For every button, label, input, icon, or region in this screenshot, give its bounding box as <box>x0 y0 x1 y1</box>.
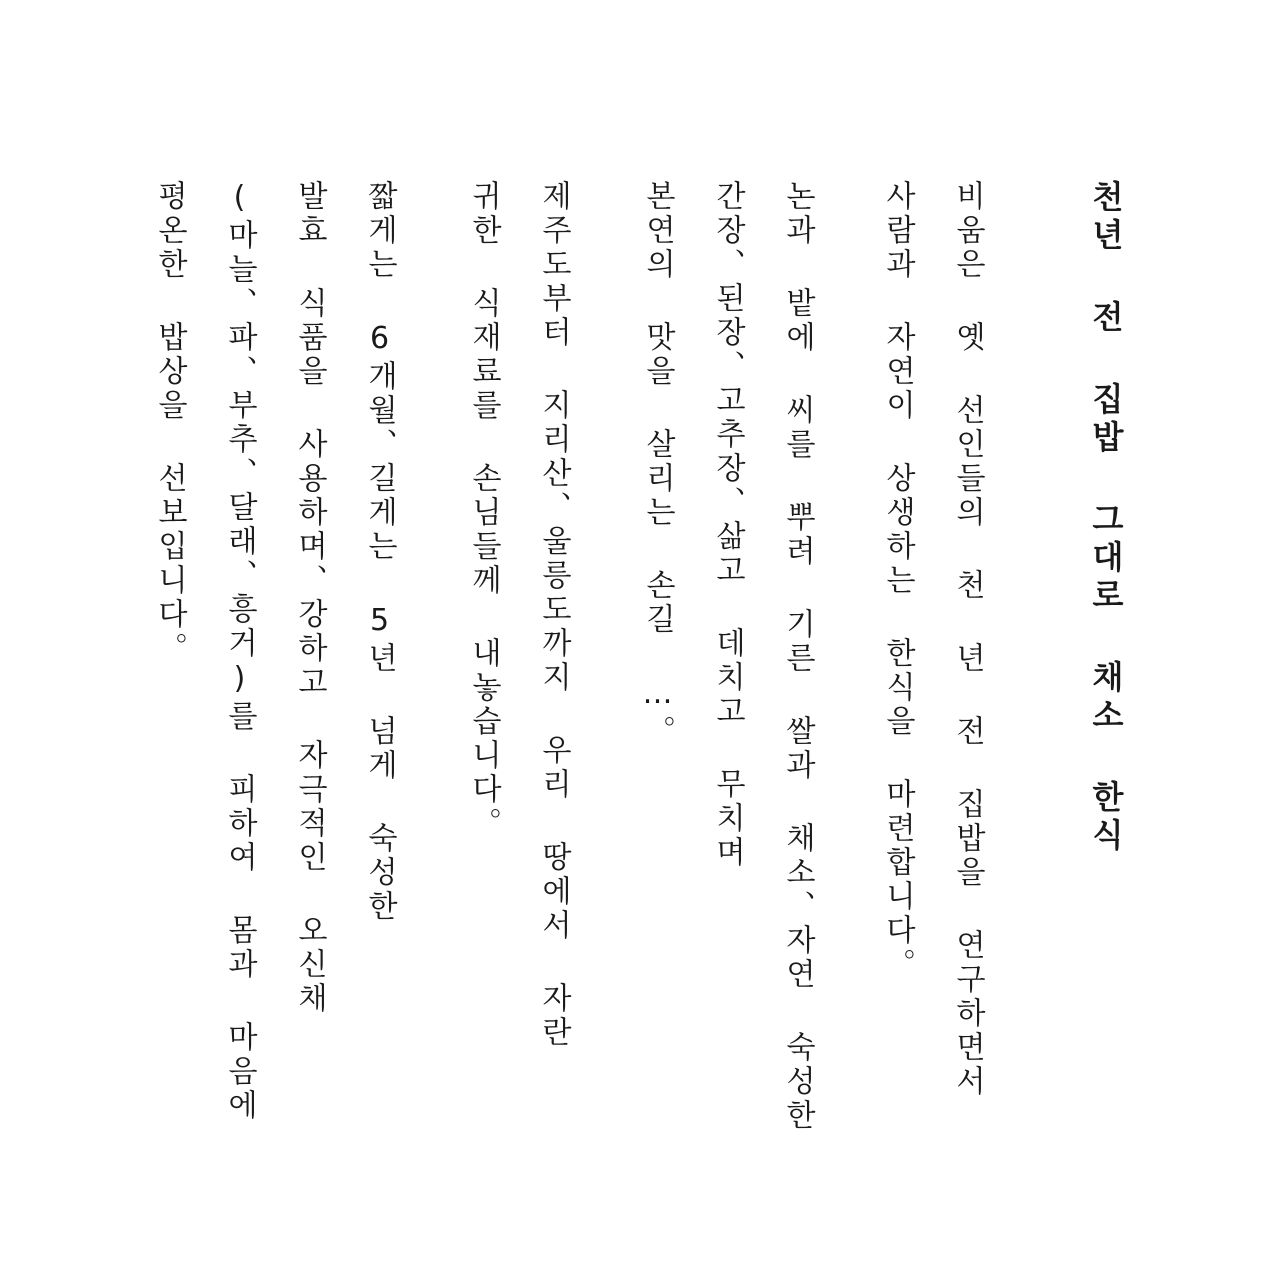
body-line-6: 제주도부터 지리산、울릉도까지 우리 땅에서 자란 <box>536 180 571 1050</box>
body-line-4: 간장、된장、고추장、삶고 데치고 무치며 <box>710 180 745 870</box>
body-line-9: 발효 식품을 사용하며、강하고 자극적인 오신채 <box>292 180 327 1016</box>
body-line-8: 짧게는 6개월、길게는 5년 넘게 숙성한 <box>362 180 397 924</box>
body-line-2: 사람과 자연이 상생하는 한식을 마련합니다。 <box>880 180 915 982</box>
body-line-5: 본연의 맛을 살리는 손길 …。 <box>640 180 675 749</box>
body-line-10: (마늘、파、부추、달래、흥거)를 피하여 몸과 마음에 <box>222 180 257 1123</box>
body-line-11: 평온한 밥상을 선보입니다。 <box>152 180 187 666</box>
body-line-1: 비움은 옛 선인들의 천 년 전 집밥을 연구하면서 <box>950 180 985 1099</box>
document-title: 천년 전 집밥 그대로 채소 한식 <box>1087 180 1125 856</box>
body-line-3: 논과 밭에 씨를 뿌려 기른 쌀과 채소、자연 숙성한 <box>780 180 815 1133</box>
body-line-7: 귀한 식재료를 손님들께 내놓습니다。 <box>466 180 501 841</box>
